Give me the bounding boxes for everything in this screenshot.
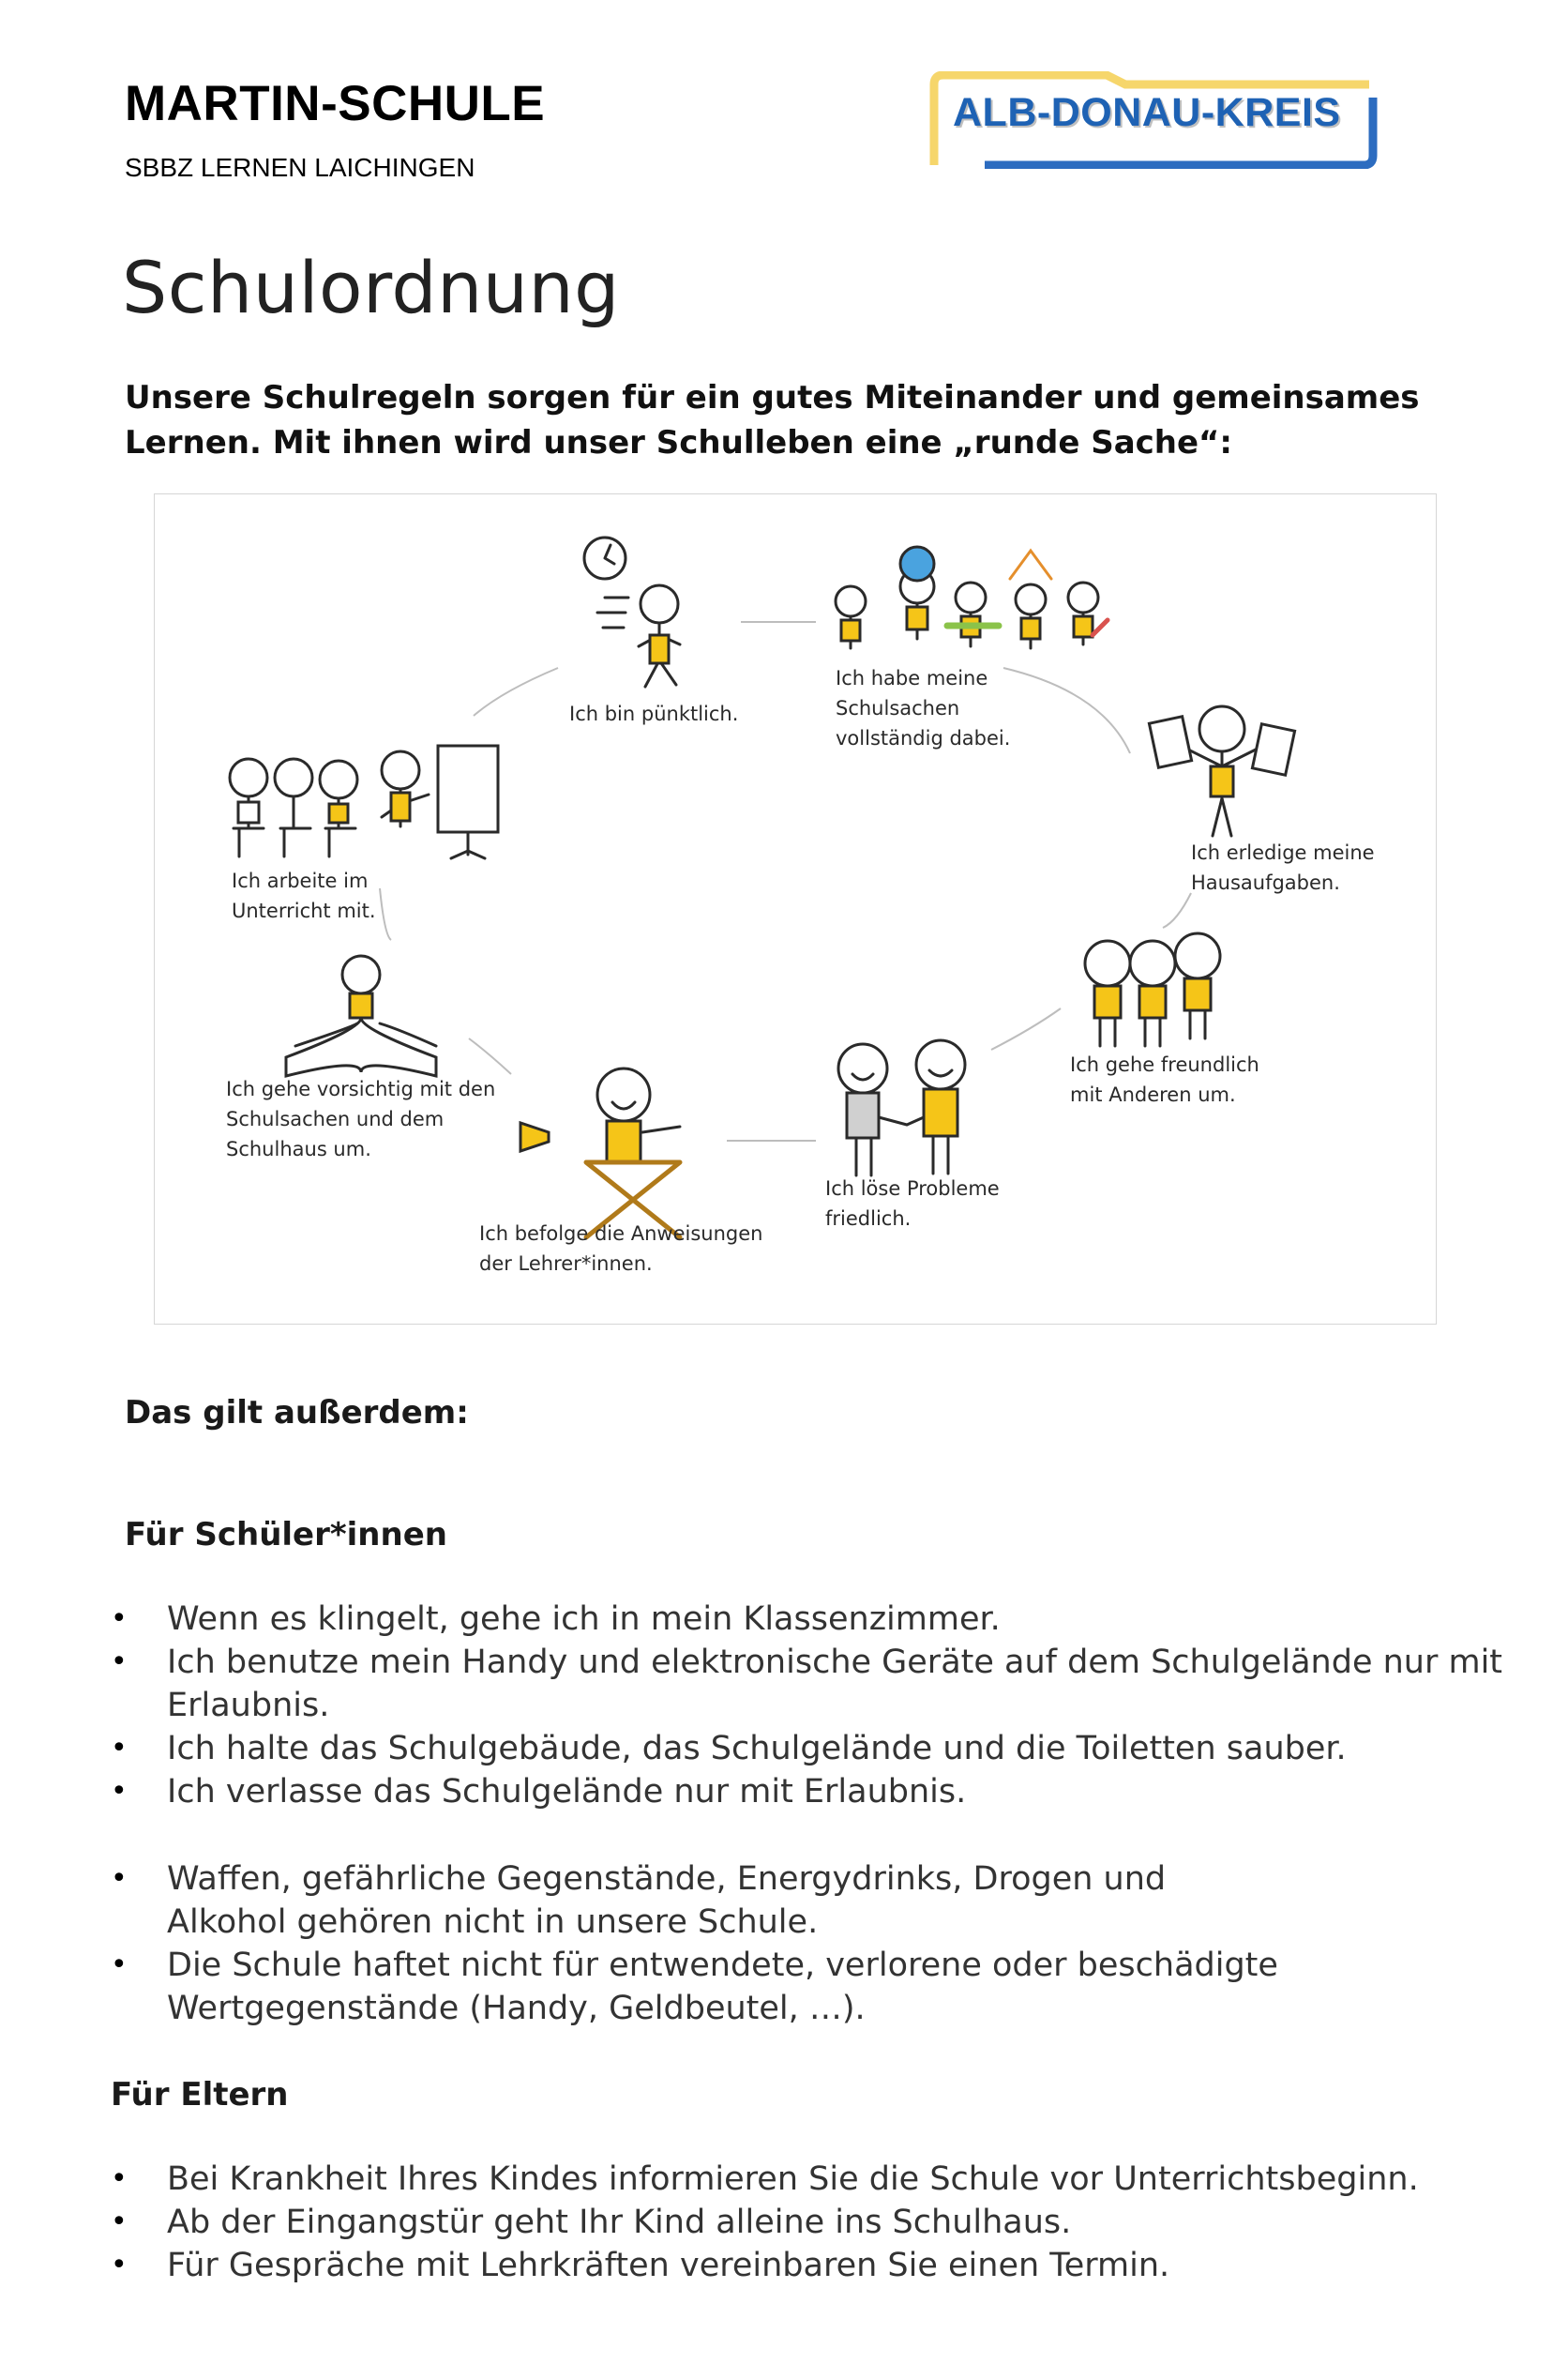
district-logo — [928, 71, 1379, 169]
list-item — [111, 2201, 1568, 2244]
bullet-icon: • — [111, 1862, 128, 1895]
school-supplies-figures-icon — [836, 547, 1108, 648]
bullet-icon: • — [111, 1645, 128, 1678]
caption-friendly: Ich gehe freundlich mit Anderen um. — [1070, 1053, 1259, 1106]
list-item-text: Ich benutze mein Handy und elektronische Geräte auf dem Schulgelände nur mit Erlaubnis. — [167, 1644, 1503, 1724]
bullet-icon: • — [111, 2162, 128, 2195]
list-item — [111, 1857, 1274, 1944]
page-title: Schulordnung — [122, 246, 620, 329]
students-rules-list-1 — [111, 1598, 1568, 1813]
teacher-megaphone-icon — [520, 1068, 680, 1237]
list-item-text: Ab der Eingangstür geht Ihr Kind alleine ins Schulhaus. — [167, 2204, 1072, 2241]
students-heading: Für Schüler*innen — [125, 1516, 447, 1553]
punctual-figure-icon — [584, 538, 680, 687]
friendly-figures-icon — [1085, 933, 1220, 1046]
bullet-icon: • — [111, 1948, 128, 1981]
classroom-figures-icon — [230, 746, 498, 858]
school-rules-illustration — [154, 493, 1437, 1325]
list-item — [111, 1598, 1568, 1641]
caption-punctual: Ich bin pünktlich. — [569, 703, 739, 725]
handshake-figures-icon — [838, 1040, 965, 1175]
list-item-text: Ich verlasse das Schulgelände nur mit Erlaubnis. — [167, 1773, 967, 1811]
caption-follow-instructions: Ich befolge die Anweisungen der Lehrer*innen. — [479, 1222, 763, 1275]
list-item — [111, 1944, 1424, 2030]
homework-figure-icon — [1149, 706, 1294, 836]
book-reader-icon — [286, 956, 436, 1076]
list-item-text: Die Schule haftet nicht für entwendete, verlorene oder beschädigte Wertgegenstände (Handy, Geldbeutel, …). — [167, 1947, 1278, 2027]
caption-resolve-problems: Ich löse Probleme friedlich. — [825, 1177, 1000, 1230]
bullet-icon: • — [111, 2205, 128, 2238]
list-item-text: Waffen, gefährliche Gegenstände, Energydrinks, Drogen und Alkohol gehören nicht in unsere Schule. — [167, 1860, 1167, 1941]
list-item — [111, 2244, 1568, 2287]
list-item-text: Bei Krankheit Ihres Kindes informieren Sie die Schule vor Unterrichtsbeginn. — [167, 2160, 1419, 2198]
list-item — [111, 2158, 1568, 2201]
list-item — [111, 1727, 1568, 1770]
logo-text: ALB-DONAU-KREIS — [953, 90, 1341, 135]
students-rules-list-2 — [111, 1857, 1424, 2030]
bullet-icon: • — [111, 1732, 128, 1765]
also-heading: Das gilt außerdem: — [125, 1394, 469, 1432]
parents-heading: Für Eltern — [111, 2076, 289, 2114]
school-subtitle: SBBZ LERNEN LAICHINGEN — [125, 153, 475, 182]
bullet-icon: • — [111, 2249, 128, 2281]
bullet-icon: • — [111, 1602, 128, 1635]
intro-text: Unsere Schulregeln sorgen für ein gutes Miteinander und gemeinsames Lernen. Mit ihnen wird unser Schulleben eine „runde Sache“: — [125, 379, 1420, 462]
list-item — [111, 1641, 1517, 1727]
parents-rules-list — [111, 2158, 1568, 2287]
school-name: MARTIN-SCHULE — [125, 76, 546, 131]
caption-school-supplies: Ich habe meine Schulsachen vollständig dabei. — [836, 667, 1011, 750]
bullet-icon: • — [111, 1775, 128, 1808]
list-item-text: Wenn es klingelt, gehe ich in mein Klassenzimmer. — [167, 1600, 1001, 1638]
list-item — [111, 1770, 1568, 1813]
list-item-text: Für Gespräche mit Lehrkräften vereinbaren Sie einen Termin. — [167, 2247, 1170, 2284]
caption-homework: Ich erledige meine Hausaufgaben. — [1191, 841, 1375, 894]
caption-careful: Ich gehe vorsichtig mit den Schulsachen und dem Schulhaus um. — [226, 1078, 496, 1160]
caption-participate: Ich arbeite im Unterricht mit. — [232, 870, 376, 922]
list-item-text: Ich halte das Schulgebäude, das Schulgelände und die Toiletten sauber. — [167, 1730, 1347, 1767]
